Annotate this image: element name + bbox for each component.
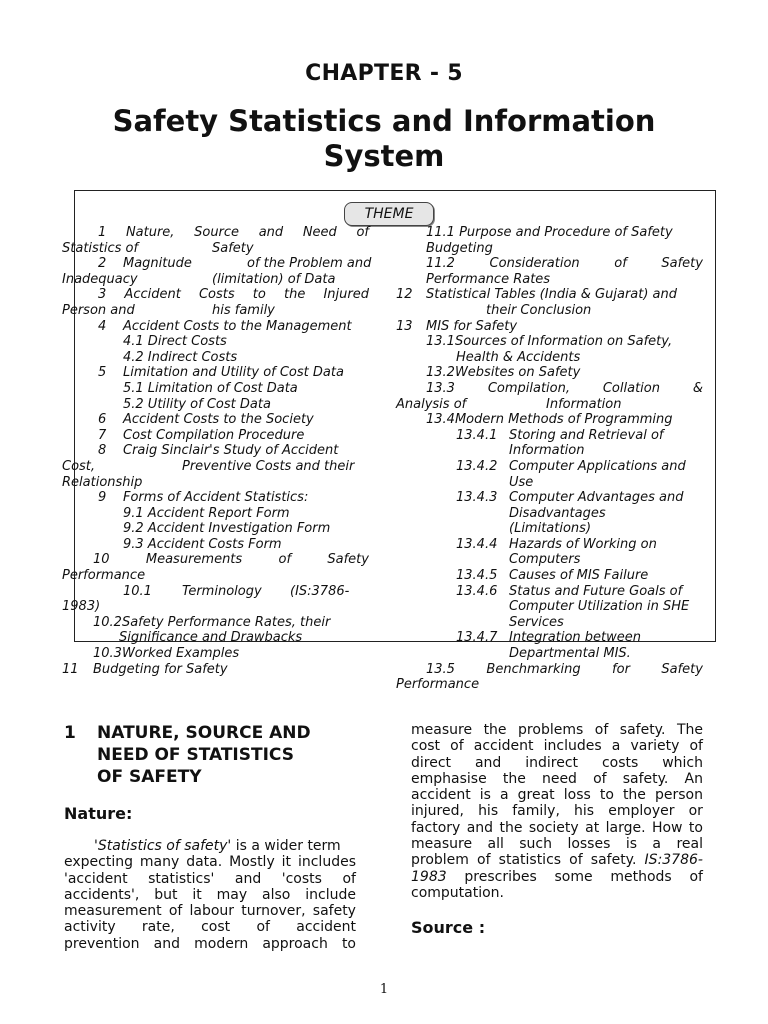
para-left-word: expecting: [64, 854, 133, 871]
toc-right-text: 13.4.1: [456, 427, 498, 443]
para-right-word: costs: [601, 754, 639, 771]
para-right-word: computation.: [411, 884, 504, 901]
para-right-line: [411, 722, 703, 738]
toc-right-line: [396, 475, 703, 491]
toc-left-line: [62, 287, 369, 303]
toc-left-text: Preventive Costs and their: [182, 458, 355, 474]
para-left-word: safety: [312, 903, 356, 920]
para-right-word: statistics: [498, 852, 562, 869]
para-right-word: safety.: [619, 722, 666, 738]
toc-left-text: 7: [98, 427, 107, 443]
toc-right-word: 13.5: [426, 661, 455, 677]
toc-right-text: Budgeting: [426, 240, 493, 256]
toc-left-text: Significance and Drawbacks: [119, 630, 303, 646]
para-right-word: at: [585, 819, 600, 836]
toc-left-text: (IS:3786-: [290, 583, 350, 599]
toc-left-line: [62, 599, 369, 615]
toc-left-line: [62, 646, 369, 662]
toc-left-word: 10: [93, 552, 110, 568]
para-right-word: such: [519, 836, 553, 853]
toc-left-word: to: [252, 287, 266, 303]
toc-right-text: Departmental MIS.: [509, 646, 631, 662]
nature-heading: Nature:: [64, 804, 133, 823]
toc-left-text: Cost Compilation Procedure: [123, 427, 305, 443]
para-right-word: person: [654, 787, 703, 804]
toc-right-line: [396, 490, 703, 506]
toc-right-text: Health & Accidents: [456, 349, 581, 365]
toc-left-text: Accident Costs to the Society: [123, 412, 314, 428]
para-left-word: also: [262, 886, 291, 903]
toc-right-word: 13.3: [426, 380, 455, 396]
para-right-word: his: [574, 803, 595, 820]
toc-right-text: Storing and Retrieval of: [509, 427, 664, 443]
para-left-word: 'Statistics of safety': [94, 838, 232, 854]
para-left-word: accident: [296, 919, 356, 936]
section-1-heading-line: NEED OF STATISTICS: [97, 745, 294, 765]
para-right-word: losses: [567, 836, 611, 853]
toc-left-line: [62, 568, 369, 584]
toc-right-word: &: [692, 380, 703, 396]
para-right-line: [411, 869, 703, 885]
toc-right-text: Hazards of Working on: [509, 536, 657, 552]
toc-right-text: Analysis of: [396, 396, 467, 412]
para-right-word: indirect: [525, 754, 579, 771]
toc-right-text: Computer Utilization in SHE: [509, 599, 690, 615]
para-left-line: [64, 854, 356, 870]
toc-right-text: Computer Advantages and: [509, 490, 684, 506]
toc-left-line: [62, 552, 369, 568]
toc-right-line: [396, 584, 703, 600]
para-left-word: it: [192, 886, 202, 903]
para-left-word: 'accident: [64, 870, 128, 887]
toc-right-text: their Conclusion: [486, 302, 592, 318]
para-left-line: [64, 903, 356, 919]
para-right-word: of: [593, 770, 607, 787]
toc-left-line: [62, 319, 369, 335]
toc-right-word: Safety: [661, 661, 703, 677]
para-right-line: [411, 787, 703, 803]
para-right-word: An: [684, 770, 703, 787]
section-1-heading-line: OF SAFETY: [97, 767, 202, 787]
toc-right-text: 11.1 Purpose and Procedure of Safety: [426, 225, 673, 240]
toc-left-text: Safety: [212, 240, 254, 256]
toc-left-line: [62, 630, 369, 646]
toc-right-text: MIS for Safety: [426, 318, 518, 334]
para-left-word: of: [342, 870, 356, 887]
toc-left-word: Need: [302, 225, 337, 240]
para-right-word: need: [541, 770, 577, 787]
toc-right-word: 11.2: [426, 256, 455, 272]
para-left-line: [64, 919, 356, 935]
toc-right-text: Information: [509, 443, 585, 459]
toc-left-text: 5.1 Limitation of Cost Data: [123, 380, 298, 396]
toc-left-word: Safety: [327, 552, 369, 568]
toc-right-line: [396, 319, 703, 335]
toc-left-word: and: [258, 225, 284, 240]
para-left-word: rate,: [141, 919, 175, 936]
toc-left-text: Craig Sinclair's Study of Accident: [123, 443, 339, 459]
para-right-line: [411, 771, 703, 787]
para-right-line: [411, 755, 703, 771]
para-right-line: [411, 852, 703, 868]
para-left-word: activity: [64, 919, 116, 936]
toc-right-text: 13.2Websites on Safety: [426, 365, 581, 381]
toc-left-line: [62, 615, 369, 631]
nature-paragraph: [64, 838, 356, 952]
para-right-line: [411, 738, 703, 754]
toc-left-line: [62, 397, 369, 413]
toc-left-line: [62, 584, 369, 600]
toc-right-word: Benchmarking: [486, 661, 581, 677]
toc-left-word: 3: [98, 287, 107, 303]
para-right-word: direct: [411, 754, 452, 771]
toc-left-line: [62, 381, 369, 397]
para-right-word: problems: [518, 722, 584, 738]
toc-left-line: [62, 334, 369, 350]
toc-right-line: [396, 334, 703, 350]
toc-right-line: [396, 443, 703, 459]
toc-left-text: Magnitude: [123, 256, 192, 272]
toc-left-text: 10.3Worked Examples: [93, 646, 240, 662]
toc-right-text: Performance Rates: [426, 271, 551, 287]
para-right-word: of: [594, 722, 609, 738]
toc-left-line: [62, 662, 369, 678]
toc-left-word: Measurements: [145, 552, 243, 568]
para-left-word: 'costs: [281, 870, 322, 887]
para-right-word: includes: [543, 738, 602, 755]
toc-left-text: Forms of Accident Statistics:: [123, 490, 309, 506]
toc-left-text: 9.3 Accident Costs Form: [123, 536, 282, 552]
toc-right-text: Computers: [509, 552, 581, 568]
toc-left-word: of: [278, 552, 292, 568]
para-right-word: family,: [512, 803, 560, 820]
para-right-word: real: [676, 836, 703, 853]
para-right-word: the: [502, 770, 526, 787]
toc-left-line: [62, 521, 369, 537]
para-left-word: may: [216, 886, 248, 903]
toc-left-line: [62, 428, 369, 444]
toc-right-text: Statistical Tables (India & Gujarat) and: [426, 287, 678, 303]
toc-right-text: 13.1Sources of Information on Safety,: [426, 334, 673, 350]
toc-left-word: the: [283, 287, 306, 303]
toc-left-line: [62, 350, 369, 366]
toc-right-line: [396, 615, 703, 631]
para-right-word: society: [528, 819, 579, 836]
para-right-word: the: [499, 819, 523, 836]
toc-left-text: 4: [98, 318, 107, 334]
para-right-word: employer: [608, 803, 675, 820]
toc-left-line: [62, 365, 369, 381]
toc-left-word: Accident: [124, 287, 181, 303]
toc-left-line: [62, 256, 372, 272]
toc-left-text: Performance: [62, 568, 146, 584]
toc-right-word: Consideration: [489, 256, 580, 272]
para-left-word: is a wider term: [231, 838, 341, 854]
nature-paragraph-continued: [411, 722, 703, 901]
para-left-word: labour: [189, 903, 235, 920]
toc-right-text: 13.4.5: [456, 568, 498, 584]
toc-left-line: [62, 241, 369, 257]
para-right-word: is: [479, 787, 491, 804]
toc-right-text: Services: [509, 614, 564, 630]
para-left-word: to: [341, 935, 356, 952]
para-left-word: of: [168, 903, 183, 920]
toc-right-text: Information: [546, 396, 622, 412]
toc-right-text: Computer Applications and: [509, 458, 686, 474]
toc-right-text: Performance: [396, 677, 480, 693]
para-right-word: and: [466, 819, 494, 836]
para-right-word: a: [500, 787, 509, 804]
para-right-word: great: [517, 787, 555, 804]
para-right-word: cost: [411, 738, 441, 755]
source-heading: Source :: [411, 918, 486, 937]
toc-right-word: of: [614, 256, 627, 272]
toc-right-line: [396, 412, 703, 428]
toc-right-text: Status and Future Goals of: [509, 583, 683, 599]
toc-left-text: 8: [98, 443, 107, 459]
toc-right-line: [396, 397, 703, 413]
para-right-line: [411, 803, 703, 819]
toc-left-text: (limitation) of Data: [212, 271, 336, 287]
para-right-line: [411, 820, 703, 836]
toc-left-word: Nature,: [125, 225, 175, 240]
toc-left-text: 5: [98, 365, 107, 381]
para-right-word: measure: [411, 836, 473, 853]
toc-left-text: Limitation and Utility of Cost Data: [123, 365, 344, 381]
para-right-word: emphasise: [411, 770, 487, 787]
toc-right-line: [396, 381, 703, 397]
toc-left-text: Statistics of: [62, 240, 139, 256]
toc-right-text: Disadvantages: [509, 505, 606, 521]
toc-left-text: 6: [98, 412, 107, 428]
toc-right-text: 13: [396, 318, 413, 334]
para-right-word: accident: [473, 738, 534, 755]
toc-left-word: of: [356, 225, 369, 240]
toc-left-text: Budgeting for Safety: [93, 661, 228, 677]
toc-right-text: 13.4.6: [456, 583, 498, 599]
para-left-line: [64, 838, 356, 854]
toc-left-text: Accident Costs to the Management: [123, 318, 352, 334]
toc-right-text: Use: [509, 474, 534, 490]
section-1-number: 1: [64, 723, 76, 743]
page-number: 1: [379, 982, 389, 997]
toc-right-line: [396, 272, 703, 288]
para-left-line: [64, 936, 356, 952]
para-right-word: of: [689, 738, 703, 755]
toc-left-line: [62, 443, 369, 459]
toc-right-line: [396, 459, 703, 475]
toc-left-text: 2: [98, 256, 107, 272]
para-right-word: safety.: [622, 770, 669, 787]
toc-right-text: Integration between: [509, 630, 641, 646]
toc-left-text: 9: [98, 490, 107, 506]
para-right-word: the: [483, 722, 507, 738]
toc-left-text: 10.2Safety Performance Rates, their: [93, 614, 331, 630]
toc-left-line: [62, 475, 369, 491]
para-left-word: Mostly: [229, 854, 275, 871]
toc-left-text: 10.1: [123, 583, 152, 599]
toc-left-text: 5.2 Utility of Cost Data: [123, 396, 271, 412]
para-right-word: IS:3786-: [644, 852, 703, 869]
toc-left-text: 4.1 Direct Costs: [123, 334, 227, 350]
toc-right-line: [396, 599, 703, 615]
toc-right-line: [396, 646, 703, 662]
toc-right-line: [396, 662, 703, 678]
para-left-word: and: [153, 935, 180, 952]
toc-left-text: 1983): [62, 599, 101, 615]
toc-left-line: [62, 412, 369, 428]
para-left-word: include: [305, 886, 356, 903]
toc-right-line: [396, 537, 703, 553]
para-left-line: [64, 887, 356, 903]
para-right-word: of: [689, 868, 703, 885]
section-1-heading-line: NATURE, SOURCE AND: [97, 723, 311, 743]
para-left-word: prevention: [64, 935, 140, 952]
toc-right-text: 13.4.4: [456, 536, 498, 552]
toc-left-line: [62, 506, 369, 522]
toc-right-text: Causes of MIS Failure: [509, 568, 649, 584]
para-right-word: is: [625, 836, 637, 853]
para-right-word: variety: [630, 738, 680, 755]
para-right-word: injured,: [411, 803, 464, 820]
toc-right-text: 13.4.2: [456, 458, 498, 474]
para-left-line: [64, 871, 356, 887]
right-contents-column: [396, 225, 703, 693]
para-right-word: problem: [411, 852, 469, 869]
para-left-word: accidents',: [64, 886, 140, 903]
para-right-word: of: [450, 738, 464, 755]
toc-right-word: for: [612, 661, 630, 677]
toc-right-line: [396, 506, 703, 522]
toc-right-line: [396, 350, 703, 366]
toc-right-line: [396, 303, 703, 319]
para-right-word: The: [676, 722, 703, 738]
toc-right-line: [396, 521, 703, 537]
toc-right-line: [396, 677, 703, 693]
para-right-word: which: [662, 754, 703, 771]
toc-left-word: 1: [98, 225, 107, 240]
toc-left-text: of the Problem and: [247, 256, 372, 272]
toc-right-line: [396, 365, 703, 381]
toc-left-line: [62, 272, 369, 288]
toc-left-word: Injured: [323, 287, 369, 303]
toc-left-line: [62, 459, 369, 475]
para-right-word: to: [599, 787, 614, 804]
toc-left-text: Inadequacy: [62, 271, 138, 287]
para-right-word: or: [688, 803, 703, 820]
para-left-word: measurement: [64, 903, 162, 920]
chapter-title: Safety Statistics and Information System: [112, 104, 656, 173]
toc-right-line: [396, 552, 703, 568]
toc-left-text: 4.2 Indirect Costs: [123, 349, 238, 365]
chapter-label: CHAPTER - 5: [305, 61, 463, 86]
para-right-word: to: [688, 819, 703, 836]
toc-right-line: [396, 568, 703, 584]
toc-right-line: [396, 630, 703, 646]
toc-left-text: 11: [62, 661, 79, 677]
toc-right-word: Safety: [661, 256, 703, 272]
para-right-word: a: [611, 738, 621, 755]
para-right-word: large.: [605, 819, 646, 836]
para-right-word: loss: [563, 787, 591, 804]
toc-right-line: [396, 241, 703, 257]
toc-left-word: Source: [194, 225, 240, 240]
toc-left-word: Costs: [198, 287, 235, 303]
para-right-word: all: [487, 836, 504, 853]
toc-left-text: his family: [212, 302, 275, 318]
section-1-heading: [97, 722, 311, 788]
para-right-word: of: [569, 852, 583, 869]
para-right-word: the: [622, 787, 646, 804]
para-right-word: his: [478, 803, 499, 820]
para-right-word: factory: [411, 819, 461, 836]
para-right-line: [411, 836, 703, 852]
toc-right-line: [396, 256, 703, 272]
para-right-word: some: [554, 868, 593, 885]
para-left-word: but: [154, 886, 178, 903]
para-right-word: 1983: [411, 868, 447, 885]
para-right-word: accident: [411, 787, 471, 804]
para-left-word: data.: [186, 854, 223, 871]
toc-right-text: 12: [396, 287, 413, 303]
theme-label: THEME: [344, 202, 434, 226]
para-right-word: methods: [610, 868, 672, 885]
para-right-word: How: [651, 819, 683, 836]
para-left-word: turnover,: [241, 903, 306, 920]
toc-left-line: [62, 537, 369, 553]
toc-left-line: [62, 225, 369, 241]
toc-left-line: [62, 303, 369, 319]
para-left-word: statistics': [148, 870, 215, 887]
para-left-word: it: [281, 854, 292, 871]
toc-left-text: Person and: [62, 302, 135, 318]
para-right-word: a: [652, 836, 662, 853]
para-right-word: measure: [411, 722, 473, 738]
toc-right-line: [396, 428, 703, 444]
para-right-word: and: [474, 754, 502, 771]
para-left-word: many: [139, 854, 180, 871]
toc-left-line: [62, 490, 369, 506]
para-right-word: safety.: [590, 852, 637, 869]
toc-right-line: [396, 225, 703, 241]
para-right-word: prescribes: [464, 868, 537, 885]
toc-left-text: Relationship: [62, 474, 143, 490]
toc-left-text: Terminology: [182, 583, 262, 599]
para-left-word: includes: [297, 854, 356, 871]
para-left-word: modern: [194, 935, 249, 952]
left-contents-column: [62, 225, 372, 677]
para-left-word: and: [234, 870, 262, 887]
toc-left-text: 9.1 Accident Report Form: [123, 505, 290, 521]
para-left-word: cost: [201, 919, 231, 936]
toc-right-word: Collation: [602, 380, 660, 396]
para-left-word: of: [256, 919, 270, 936]
toc-right-word: Compilation,: [487, 380, 570, 396]
toc-right-line: [396, 287, 703, 303]
toc-right-text: 13.4Modern Methods of Programming: [426, 412, 673, 428]
toc-right-text: 13.4.3: [456, 490, 498, 506]
toc-right-text: (Limitations): [509, 521, 592, 537]
toc-left-text: Cost,: [62, 458, 96, 474]
para-left-word: approach: [262, 935, 328, 952]
toc-left-text: 9.2 Accident Investigation Form: [123, 521, 331, 537]
para-right-line: [411, 885, 703, 901]
para-right-word: of: [477, 852, 491, 869]
toc-right-text: 13.4.7: [456, 630, 498, 646]
